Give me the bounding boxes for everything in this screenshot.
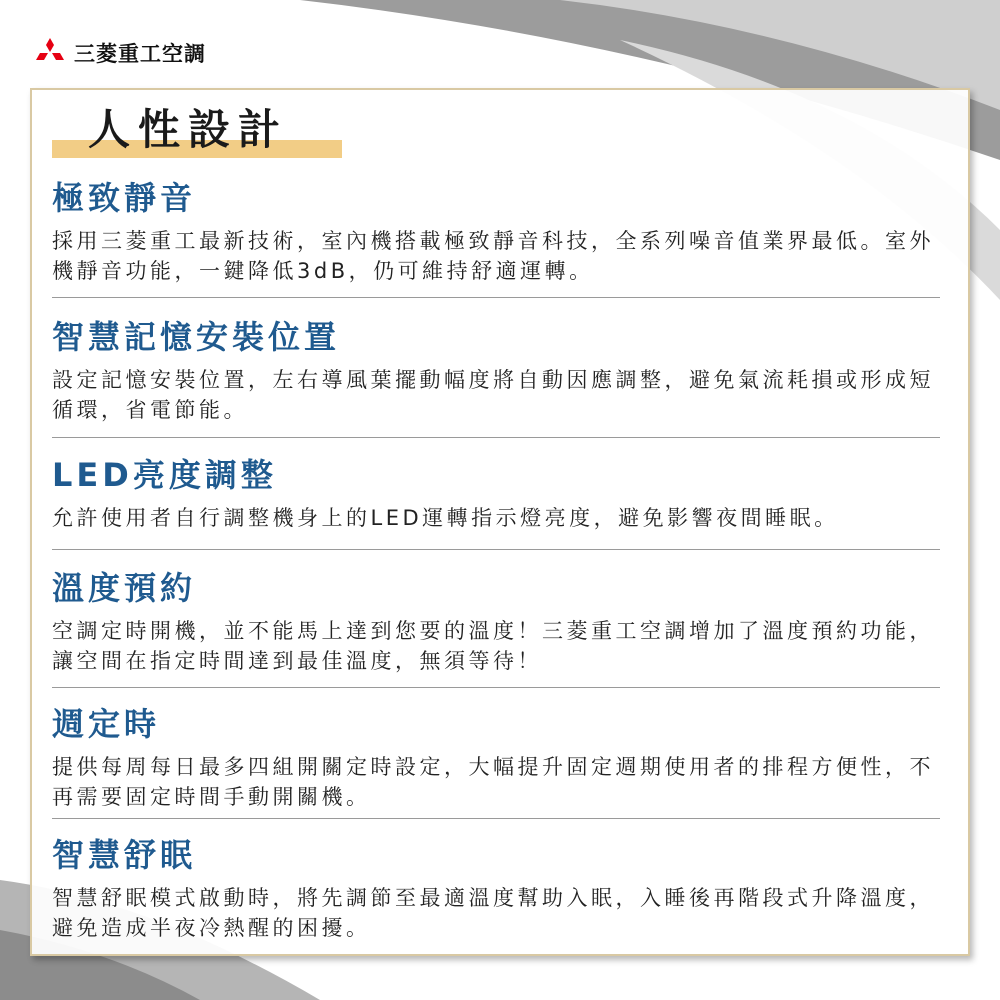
section-divider [52, 687, 940, 688]
section-silent [52, 178, 940, 286]
section-body: 空調定時開機，並不能馬上達到您要的溫度！三菱重工空調增加了溫度預約功能，讓空間在指定時間達到最佳溫度，無須等待！ [52, 619, 934, 673]
section-divider [52, 549, 940, 550]
section-weekly-timer [52, 704, 940, 812]
section-title: 智慧舒眠 [52, 836, 197, 874]
section-title: 極致靜音 [52, 179, 197, 217]
section-body: 設定記憶安裝位置，左右導風葉擺動幅度將自動因應調整，避免氣流耗損或形成短循環，省電節能。 [52, 368, 934, 422]
content-panel [30, 88, 970, 956]
section-divider [52, 437, 940, 438]
section-smart-sleep [52, 835, 940, 943]
section-title: 溫度預約 [52, 569, 197, 607]
heading-block [52, 104, 342, 160]
mitsubishi-three-diamonds-icon [32, 37, 68, 69]
section-body: 採用三菱重工最新技術，室內機搭載極致靜音科技，全系列噪音值業界最低。室外機靜音功能，一鍵降低3dB，仍可維持舒適運轉。 [52, 229, 934, 283]
section-led-brightness [52, 455, 940, 533]
brand-name: 三菱重工空調 [74, 42, 206, 66]
section-temperature-reservation [52, 568, 940, 676]
section-body: 允許使用者自行調整機身上的LED運轉指示燈亮度，避免影響夜間睡眠。 [52, 506, 839, 530]
section-title: 週定時 [52, 705, 161, 743]
page-title: 人性設計 [88, 105, 289, 154]
section-install-memory [52, 317, 940, 425]
section-title: LED亮度調整 [52, 456, 277, 494]
section-body: 智慧舒眠模式啟動時，將先調節至最適溫度幫助入眠，入睡後再階段式升降溫度，避免造成半夜冷熱醒的困擾。 [52, 886, 934, 940]
section-title: 智慧記憶安裝位置 [52, 318, 341, 356]
brand-logo [32, 36, 206, 70]
section-divider [52, 297, 940, 298]
section-divider [52, 818, 940, 819]
section-body: 提供每周每日最多四組開關定時設定，大幅提升固定週期使用者的排程方便性，不再需要固定時間手動開關機。 [52, 755, 934, 809]
